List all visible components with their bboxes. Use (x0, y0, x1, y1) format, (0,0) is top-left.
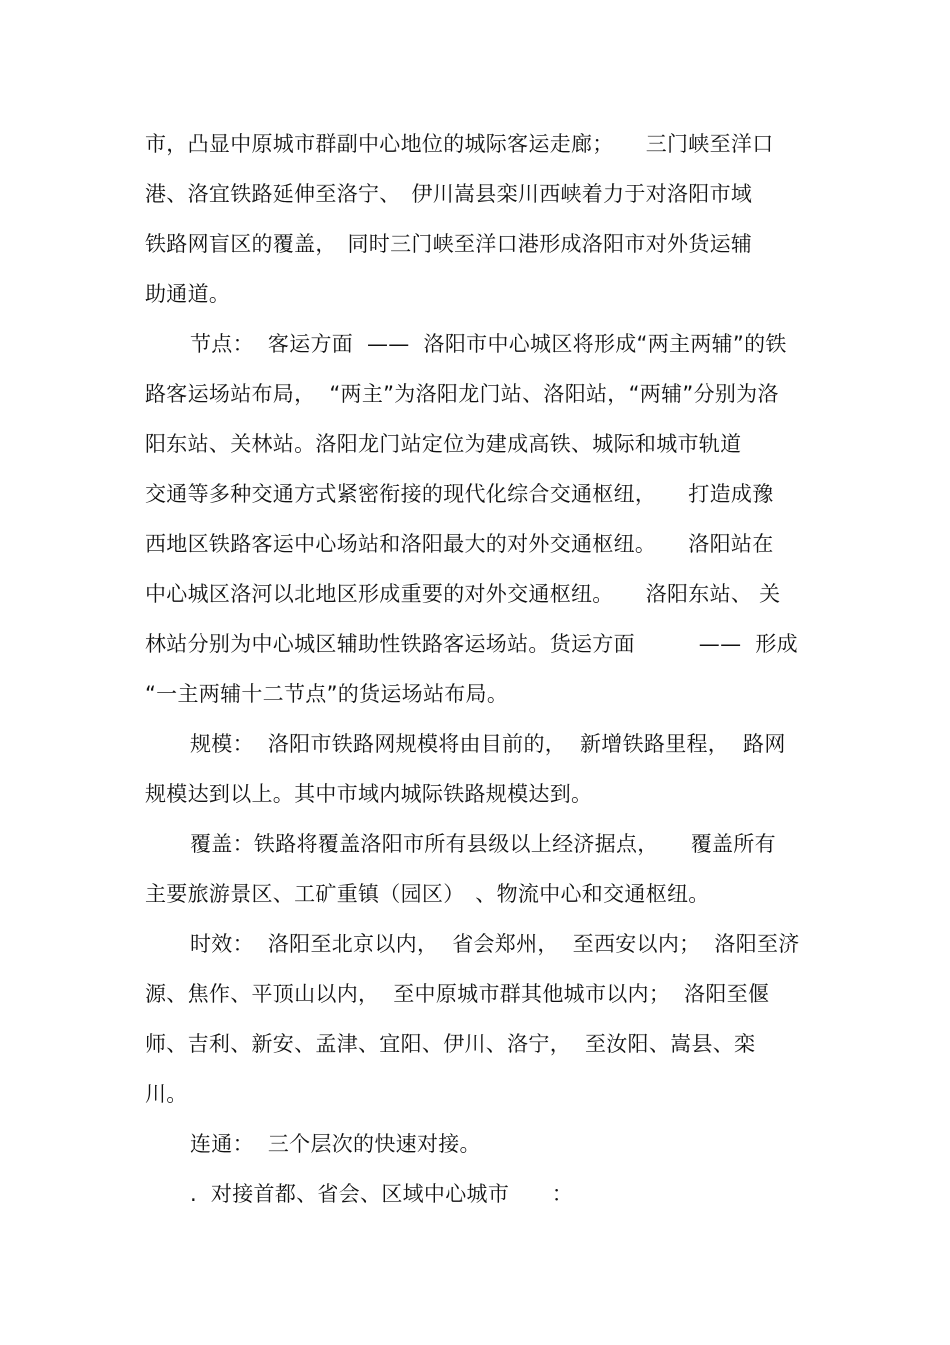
paragraph-scale-start: 规模： 洛阳市铁路网规模将由目前的， 新增铁路里程， 路网 (190, 732, 786, 756)
text-line: 市，凸显中原城市群副中心地位的城际客运走廊； 三门峡至洋口 (145, 132, 774, 156)
text-line: 主要旅游景区、工矿重镇（园区） 、物流中心和交通枢纽。 (145, 882, 710, 906)
text-line: 港、洛宜铁路延伸至洛宁、 伊川嵩县栾川西峡着力于对洛阳市域 (145, 182, 753, 206)
text-line: 交通等多种交通方式紧密衔接的现代化综合交通枢纽， 打造成豫 (145, 482, 774, 506)
text-line: 规模达到以上。其中市域内城际铁路规模达到。 (145, 782, 593, 806)
text-line: 师、吉利、新安、孟津、宜阳、伊川、洛宁， 至汝阳、嵩县、栾 (145, 1032, 756, 1056)
text-line: 中心城区洛河以北地区形成重要的对外交通枢纽。 洛阳东站、 关 (145, 582, 781, 606)
text-line: 助通道。 (145, 282, 231, 306)
text-line: 阳东站、关林站。洛阳龙门站定位为建成高铁、城际和城市轨道 (145, 432, 742, 456)
text-line: 川。 (145, 1082, 188, 1106)
paragraph-coverage-start: 覆盖：铁路将覆盖洛阳市所有县级以上经济据点， 覆盖所有 (190, 832, 776, 856)
paragraph-timing-start: 时效： 洛阳至北京以内， 省会郑州， 至西安以内； 洛阳至济 (190, 932, 800, 956)
paragraph-nodes-start: 节点： 客运方面 —— 洛阳市中心城区将形成“两主两辅”的铁 (190, 332, 787, 356)
text-line: 铁路网盲区的覆盖， 同时三门峡至洋口港形成洛阳市对外货运辅 (145, 232, 753, 256)
text-line: “一主两辅十二节点”的货运场站布局。 (145, 682, 509, 706)
paragraph-connectivity-start: 连通： 三个层次的快速对接。 (190, 1132, 481, 1156)
text-line: 林站分别为中心城区辅助性铁路客运场站。货运方面 —— 形成 (145, 632, 798, 656)
list-item: . 对接首都、省会、区域中心城市 ： (190, 1182, 574, 1206)
text-line: 路客运场站布局， “两主”为洛阳龙门站、洛阳站，“两辅”分别为洛 (145, 382, 779, 406)
text-line: 西地区铁路客运中心场站和洛阳最大的对外交通枢纽。 洛阳站在 (145, 532, 774, 556)
text-line: 源、焦作、平顶山以内， 至中原城市群其他城市以内； 洛阳至偃 (145, 982, 770, 1006)
